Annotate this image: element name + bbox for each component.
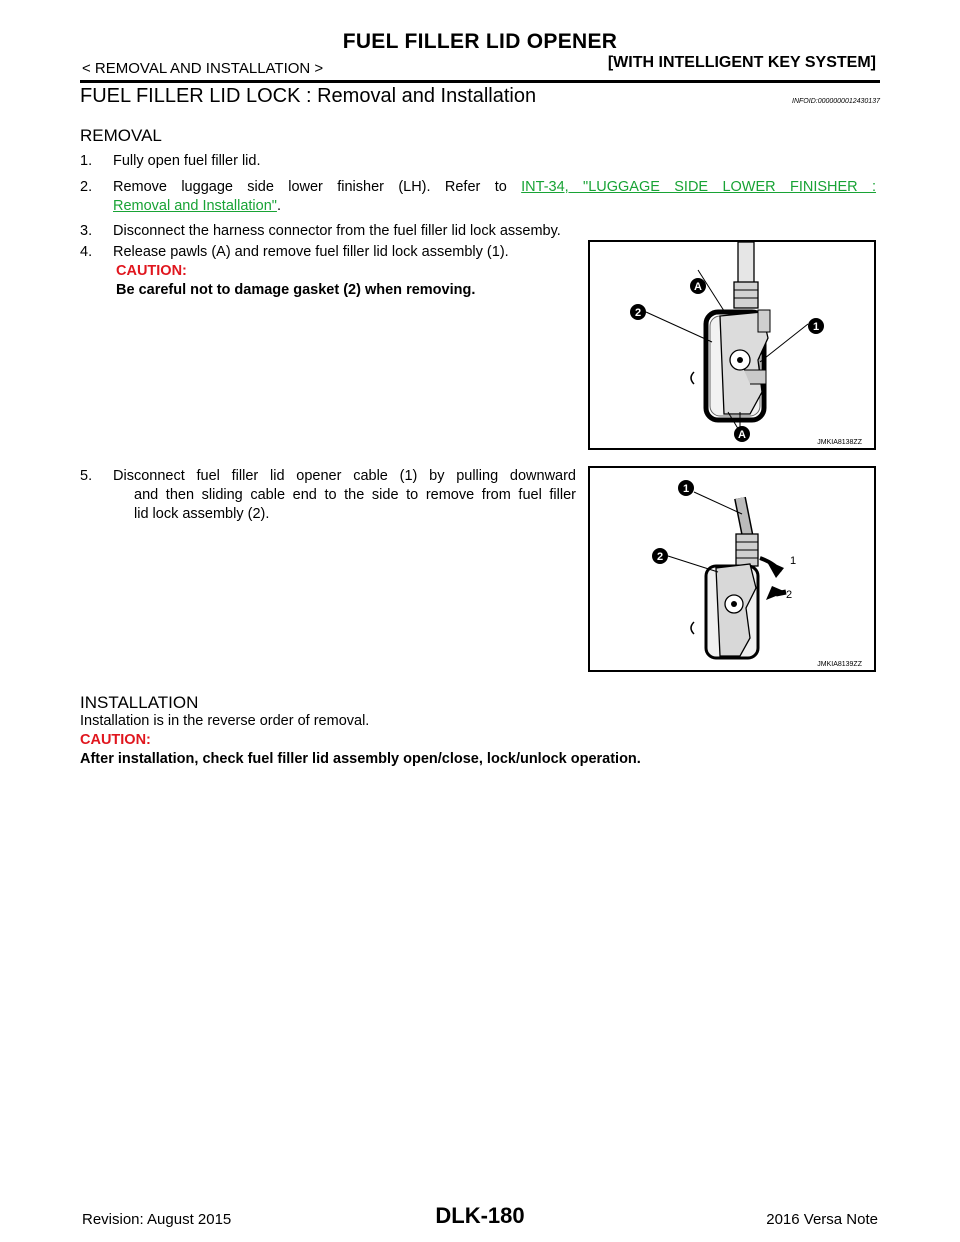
installation-caution-text: After installation, check fuel filler lid assembly open/close, lock/unlock operation. bbox=[80, 751, 641, 767]
document-title: FUEL FILLER LID OPENER bbox=[342, 30, 618, 53]
svg-text:A: A bbox=[738, 429, 746, 441]
svg-text:1: 1 bbox=[812, 321, 820, 333]
svg-text:A: A bbox=[694, 281, 702, 293]
svg-text:2: 2 bbox=[656, 551, 664, 563]
breadcrumb: < REMOVAL AND INSTALLATION > bbox=[82, 60, 324, 77]
installation-heading: INSTALLATION bbox=[80, 693, 199, 712]
callout-2 bbox=[652, 548, 668, 564]
step-5-line-1: Disconnect fuel filler lid opener cable (1) by pulling downward bbox=[113, 468, 576, 484]
step-2-number: 2. bbox=[80, 179, 93, 195]
step-2-line-2 bbox=[113, 197, 281, 216]
ref-link-removal-installation[interactable]: Removal and Installation" bbox=[113, 198, 277, 214]
step-5-line-3: lid lock assembly (2). bbox=[134, 506, 270, 522]
svg-text:1: 1 bbox=[682, 483, 690, 495]
opener-cable-illustration bbox=[590, 468, 874, 670]
step-4-caution-label: CAUTION: bbox=[116, 263, 187, 279]
revision-date: Revision: August 2015 bbox=[82, 1211, 232, 1228]
lid-lock-illustration bbox=[590, 242, 874, 448]
step-3-number: 3. bbox=[80, 223, 93, 239]
info-id: INFOID:0000000012430137 bbox=[792, 98, 880, 105]
step-5-line-2: and then sliding cable end to the side to remove from fuel filler bbox=[134, 487, 576, 503]
step-2-line-1 bbox=[113, 178, 876, 197]
step-3-text: Disconnect the harness connector from the fuel filler lid lock assemby. bbox=[113, 223, 561, 239]
step-4-text: Release pawls (A) and remove fuel filler lid lock assembly (1). bbox=[113, 244, 509, 260]
step-1-text: Fully open fuel filler lid. bbox=[113, 153, 261, 169]
installation-caution-label: CAUTION: bbox=[80, 732, 151, 748]
figure-code: JMKIA8138ZZ bbox=[817, 439, 862, 446]
subsystem-label: [WITH INTELLIGENT KEY SYSTEM] bbox=[607, 54, 876, 71]
step-5-number: 5. bbox=[80, 468, 93, 484]
figure-code: JMKIA8139ZZ bbox=[817, 661, 862, 668]
arrow-label-2: 2 bbox=[786, 589, 793, 601]
model-year: 2016 Versa Note bbox=[766, 1211, 878, 1228]
figure-lid-lock-assembly bbox=[588, 240, 876, 450]
step-1-number: 1. bbox=[80, 153, 93, 169]
callout-1 bbox=[808, 318, 824, 334]
figure-opener-cable bbox=[588, 466, 876, 672]
arrow-label-1: 1 bbox=[790, 555, 797, 567]
ref-link-int-34[interactable]: INT-34, "LUGGAGE SIDE LOWER FINISHER : bbox=[521, 179, 877, 195]
removal-heading: REMOVAL bbox=[80, 126, 162, 145]
callout-1 bbox=[678, 480, 694, 496]
header-rule bbox=[80, 80, 880, 83]
step-4-caution-text: Be careful not to damage gasket (2) when removing. bbox=[116, 282, 476, 298]
installation-text: Installation is in the reverse order of removal. bbox=[80, 713, 370, 729]
page-number: DLK-180 bbox=[435, 1203, 525, 1228]
callout-a-top bbox=[690, 278, 706, 294]
step-4-number: 4. bbox=[80, 244, 93, 260]
callout-2 bbox=[630, 304, 646, 320]
callout-a-bottom bbox=[734, 426, 750, 442]
step-2-period: . bbox=[276, 198, 281, 214]
step-2-text: Remove luggage side lower finisher (LH). Refer to bbox=[113, 179, 507, 195]
section-title: FUEL FILLER LID LOCK : Removal and Installation bbox=[80, 85, 537, 107]
svg-text:2: 2 bbox=[634, 307, 642, 319]
